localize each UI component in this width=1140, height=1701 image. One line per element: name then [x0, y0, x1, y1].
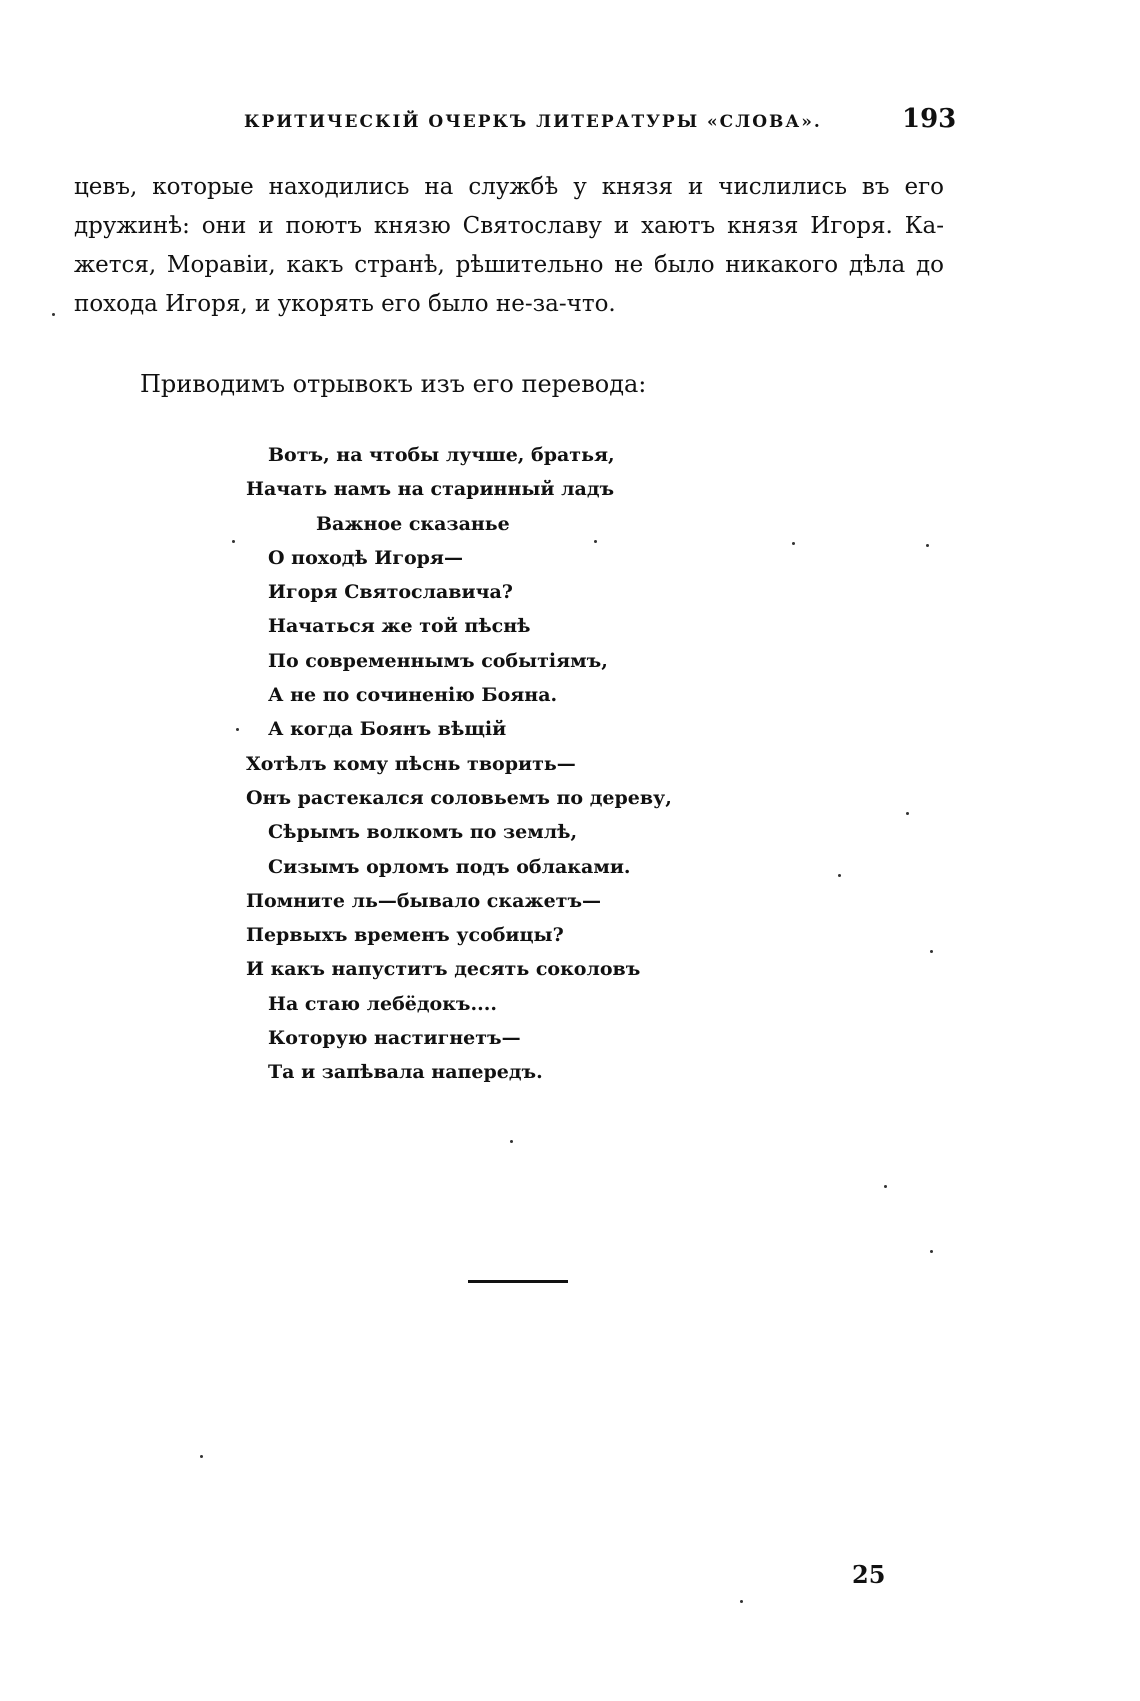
poem-verse: О походѣ Игоря—: [268, 546, 463, 569]
poem-verse: На стаю лебёдокъ....: [268, 992, 497, 1015]
scan-speck: [52, 313, 55, 316]
poem-excerpt: [246, 438, 672, 1090]
poem-verse: А не по сочиненію Бояна.: [268, 684, 558, 707]
poem-verse: Та и запѣвала напередъ.: [268, 1061, 543, 1084]
scan-speck: [510, 1140, 513, 1143]
scan-speck: [740, 1600, 743, 1603]
poem-verse: Сизымъ орломъ подъ облаками.: [268, 855, 631, 878]
paragraph: [74, 168, 944, 324]
poem-verse: Важное сказанье: [316, 512, 510, 535]
poem-verse: Сѣрымъ волкомъ по землѣ,: [268, 821, 578, 844]
scan-speck: [884, 1185, 887, 1188]
poem-verse: Первыхъ временъ усобицы?: [246, 924, 564, 947]
running-head: КРИТИЧЕСКІЙ ОЧЕРКЪ ЛИТЕРАТУРЫ «СЛОВА».: [244, 112, 822, 132]
scan-speck: [594, 540, 597, 543]
paragraph-line: жется, Моравіи, какъ странѣ, рѣшительно не было никакого дѣла до: [74, 252, 944, 278]
scan-speck: [236, 728, 239, 731]
poem-verse: Начаться же той пѣснѣ: [268, 615, 531, 638]
paragraph-line: цевъ, которые находились на службѣ у князя и числились въ его: [74, 174, 944, 200]
poem-verse: Которую настигнетъ—: [268, 1027, 521, 1050]
poem-verse: По современнымъ событіямъ,: [268, 649, 608, 672]
poem-verse: Хотѣлъ кому пѣснь творить—: [246, 752, 576, 775]
section-rule: [468, 1280, 568, 1283]
poem-verse: И какъ напуститъ десять соколовъ: [246, 958, 641, 981]
scan-speck: [200, 1455, 203, 1458]
poem-verse: А когда Боянъ вѣщій: [268, 718, 507, 741]
scan-speck: [838, 874, 841, 877]
quote-intro: Приводимъ отрывокъ изъ его перевода:: [140, 370, 647, 398]
poem-verse: Помните ль—бывало скажетъ—: [246, 889, 602, 912]
scan-speck: [930, 1250, 933, 1253]
signature-mark: 25: [852, 1560, 886, 1589]
poem-verse: Начать намъ на старинный ладъ: [246, 478, 615, 501]
poem-verse: Вотъ, на чтобы лучше, братья,: [268, 444, 615, 466]
scan-speck: [906, 812, 909, 815]
scan-speck: [232, 540, 235, 543]
scan-speck: [792, 542, 795, 545]
scan-speck: [926, 544, 929, 547]
poem-verse: Онъ растекался соловьемъ по дереву,: [246, 786, 672, 809]
scan-speck: [930, 950, 933, 953]
poem-verse: Игоря Святославича?: [268, 581, 513, 604]
page-number: 193: [902, 104, 957, 134]
paragraph-line: дружинѣ: они и поютъ князю Святославу и хаютъ князя Игоря. Ка-: [74, 213, 944, 239]
paragraph-line: похода Игоря, и укорять его было не-за-что.: [74, 291, 616, 317]
